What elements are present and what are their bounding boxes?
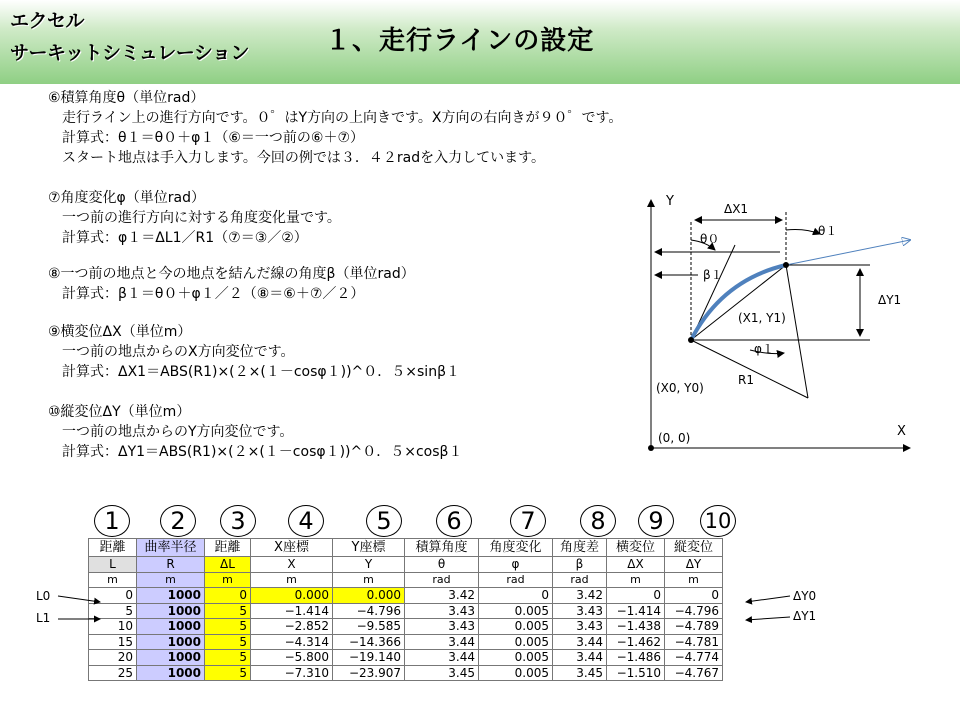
header-cell[interactable]: X座標	[251, 539, 333, 557]
cell[interactable]: −9.585	[333, 619, 405, 635]
header-cell[interactable]: 曲率半径	[137, 539, 205, 557]
cell[interactable]: 0	[89, 588, 137, 604]
cell[interactable]: 3.43	[405, 603, 479, 619]
cell[interactable]: −4.789	[665, 619, 723, 635]
section-line: 計算式：θ１＝θ０＋φ１（⑥＝一つ前の⑥＋⑦）	[62, 130, 365, 146]
cell[interactable]: 15	[89, 634, 137, 650]
label-L0: L0	[36, 589, 51, 603]
cell[interactable]: −23.907	[333, 665, 405, 681]
cell[interactable]: 3.42	[405, 588, 479, 604]
cell[interactable]: 3.44	[405, 634, 479, 650]
col-number-1: 1	[94, 505, 130, 537]
cell[interactable]: 20	[89, 650, 137, 666]
cell[interactable]: 0.005	[479, 634, 553, 650]
symbol-cell[interactable]: L	[89, 557, 137, 573]
cell[interactable]: 1000	[137, 650, 205, 666]
phi1-label: φ１	[754, 342, 774, 356]
cell[interactable]: −1.438	[607, 619, 665, 635]
unit-cell[interactable]: m	[251, 572, 333, 588]
cell[interactable]: 5	[205, 650, 251, 666]
cell[interactable]: −4.774	[665, 650, 723, 666]
cell[interactable]: −4.767	[665, 665, 723, 681]
beta1-label: β１	[703, 268, 723, 282]
section-heading: ⑧一つ前の地点と今の地点を結んだ線の角度β（単位rad）	[48, 266, 415, 282]
header-cell[interactable]: 距離	[89, 539, 137, 557]
cell[interactable]: 25	[89, 665, 137, 681]
cell[interactable]: −1.486	[607, 650, 665, 666]
col-number-7: 7	[510, 505, 546, 537]
cell[interactable]: 3.45	[405, 665, 479, 681]
section-heading: ⑥積算角度θ（単位rad）	[48, 90, 205, 106]
cell[interactable]: −19.140	[333, 650, 405, 666]
page-title: １、走行ラインの設定	[325, 26, 595, 56]
symbol-cell[interactable]: ΔY	[665, 557, 723, 573]
header-cell[interactable]: 縦変位	[665, 539, 723, 557]
section-heading: ⑨横変位ΔX（単位m）	[48, 324, 192, 340]
p1-label: (X1, Y1)	[738, 311, 786, 325]
cell[interactable]: 5	[89, 603, 137, 619]
symbol-cell[interactable]: φ	[479, 557, 553, 573]
col-number-5: 5	[366, 505, 402, 537]
r1-label: R1	[738, 373, 754, 387]
cell[interactable]: 5	[205, 634, 251, 650]
section-phi	[48, 188, 341, 248]
cell[interactable]: 3.45	[553, 665, 607, 681]
label-dY1: ΔY1	[793, 609, 817, 623]
cell[interactable]: −1.414	[607, 603, 665, 619]
theta0-label: θ０	[700, 232, 720, 246]
tangent-arrow	[786, 240, 910, 265]
unit-cell[interactable]: rad	[553, 572, 607, 588]
dy1-label: ΔY1	[878, 293, 902, 307]
cell[interactable]: 3.43	[405, 619, 479, 635]
brand-line-1: エクセル	[10, 10, 85, 32]
cell[interactable]: −1.510	[607, 665, 665, 681]
unit-cell[interactable]: m	[137, 572, 205, 588]
origin-label: (0, 0)	[658, 431, 691, 445]
cell[interactable]: 0	[665, 588, 723, 604]
axis-y-label: Y	[666, 194, 674, 209]
unit-cell[interactable]: m	[607, 572, 665, 588]
cell[interactable]: −4.796	[665, 603, 723, 619]
cell[interactable]: 5	[205, 603, 251, 619]
col-number-2: 2	[160, 505, 196, 537]
section-line: 一つ前の地点からのY方向変位です。	[62, 424, 294, 440]
brand-line-2: サーキットシミュレーション	[10, 42, 249, 64]
section-line: 一つ前の進行方向に対する角度変化量です。	[62, 210, 341, 226]
header-cell[interactable]: 距離	[205, 539, 251, 557]
cell[interactable]: 3.43	[553, 603, 607, 619]
cell[interactable]: 3.44	[405, 650, 479, 666]
cell[interactable]: −1.462	[607, 634, 665, 650]
unit-cell[interactable]: m	[205, 572, 251, 588]
section-line: 計算式：β１＝θ０＋φ１／２（⑧＝⑥＋⑦／２）	[62, 286, 365, 302]
cell[interactable]: 0	[479, 588, 553, 604]
header-cell[interactable]: 横変位	[607, 539, 665, 557]
symbol-cell[interactable]: θ	[405, 557, 479, 573]
cell[interactable]: −14.366	[333, 634, 405, 650]
symbol-cell[interactable]: β	[553, 557, 607, 573]
section-line: スタート地点は手入力します。今回の例では３．４２radを入力しています。	[62, 150, 545, 166]
cell[interactable]: 0.000	[333, 588, 405, 604]
col-number-4: 4	[288, 505, 324, 537]
symbol-cell[interactable]: ΔX	[607, 557, 665, 573]
cell[interactable]: 0.005	[479, 603, 553, 619]
cell[interactable]: 0	[205, 588, 251, 604]
col-number-8: 8	[580, 505, 616, 537]
geometry-diagram	[620, 180, 950, 470]
cell[interactable]: 0.005	[479, 650, 553, 666]
cell[interactable]: 3.44	[553, 634, 607, 650]
axis-x-label: X	[897, 424, 906, 439]
section-heading: ⑦角度変化φ（単位rad）	[48, 190, 206, 206]
symbol-cell[interactable]: ΔL	[205, 557, 251, 573]
unit-cell[interactable]: rad	[479, 572, 553, 588]
symbol-cell[interactable]: X	[251, 557, 333, 573]
header-cell[interactable]: 角度差	[553, 539, 607, 557]
unit-cell[interactable]: m	[89, 572, 137, 588]
col-number-6: 6	[436, 505, 472, 537]
table-row	[89, 665, 723, 681]
header-cell[interactable]: 角度変化	[479, 539, 553, 557]
p0-label: (X0, Y0)	[656, 381, 704, 395]
col-number-10: 10	[700, 505, 736, 537]
col-number-9: 9	[638, 505, 674, 537]
cell[interactable]: 1000	[137, 665, 205, 681]
header-cell[interactable]: 積算角度	[405, 539, 479, 557]
section-line: 一つ前の地点からのX方向変位です。	[62, 344, 295, 360]
cell[interactable]: −2.852	[251, 619, 333, 635]
cell[interactable]: 0.005	[479, 619, 553, 635]
symbol-cell[interactable]: Y	[333, 557, 405, 573]
section-dx	[48, 322, 460, 382]
cell[interactable]: 1000	[137, 588, 205, 604]
unit-cell[interactable]: rad	[405, 572, 479, 588]
cell[interactable]: 5	[205, 665, 251, 681]
section-dy	[48, 402, 462, 462]
section-line: 計算式：ΔY1＝ABS(R1)×(２×(１－cosφ１))^０．５×cosβ１	[62, 444, 463, 460]
cell[interactable]: 3.43	[553, 619, 607, 635]
theta1-label: θ１	[818, 224, 838, 238]
cell[interactable]: 0.005	[479, 665, 553, 681]
cell[interactable]: 5	[205, 619, 251, 635]
section-line: 走行ライン上の進行方向です。０゜はY方向の上向きです。X方向の右向きが９０゜です。	[62, 110, 623, 126]
cell[interactable]: −7.310	[251, 665, 333, 681]
section-theta	[48, 88, 622, 168]
section-line: 計算式：φ１＝ΔL1／R1（⑦＝③／②）	[62, 230, 308, 246]
table-row	[89, 650, 723, 666]
cell[interactable]: −1.414	[251, 603, 333, 619]
cell[interactable]: 1000	[137, 603, 205, 619]
unit-cell[interactable]: m	[665, 572, 723, 588]
table-row	[89, 634, 723, 650]
cell[interactable]: 0.000	[251, 588, 333, 604]
cell[interactable]: −4.796	[333, 603, 405, 619]
header-cell[interactable]: Y座標	[333, 539, 405, 557]
dx1-label: ΔX1	[724, 202, 749, 216]
cell[interactable]: 10	[89, 619, 137, 635]
cell[interactable]: 3.42	[553, 588, 607, 604]
cell[interactable]: −4.314	[251, 634, 333, 650]
section-beta	[48, 264, 415, 304]
cell[interactable]: −4.781	[665, 634, 723, 650]
section-line: 計算式：ΔX1＝ABS(R1)×(２×(１－cosφ１))^０．５×sinβ１	[62, 364, 461, 380]
unit-cell[interactable]: m	[333, 572, 405, 588]
col-number-3: 3	[220, 505, 256, 537]
label-dY0: ΔY0	[793, 589, 817, 603]
cell[interactable]: 0	[607, 588, 665, 604]
cell[interactable]: −5.800	[251, 650, 333, 666]
symbol-cell[interactable]: R	[137, 557, 205, 573]
label-L1: L1	[36, 611, 51, 625]
cell[interactable]: 3.44	[553, 650, 607, 666]
cell[interactable]: 1000	[137, 634, 205, 650]
section-heading: ⑩縦変位ΔY（単位m）	[48, 404, 191, 420]
cell[interactable]: 1000	[137, 619, 205, 635]
